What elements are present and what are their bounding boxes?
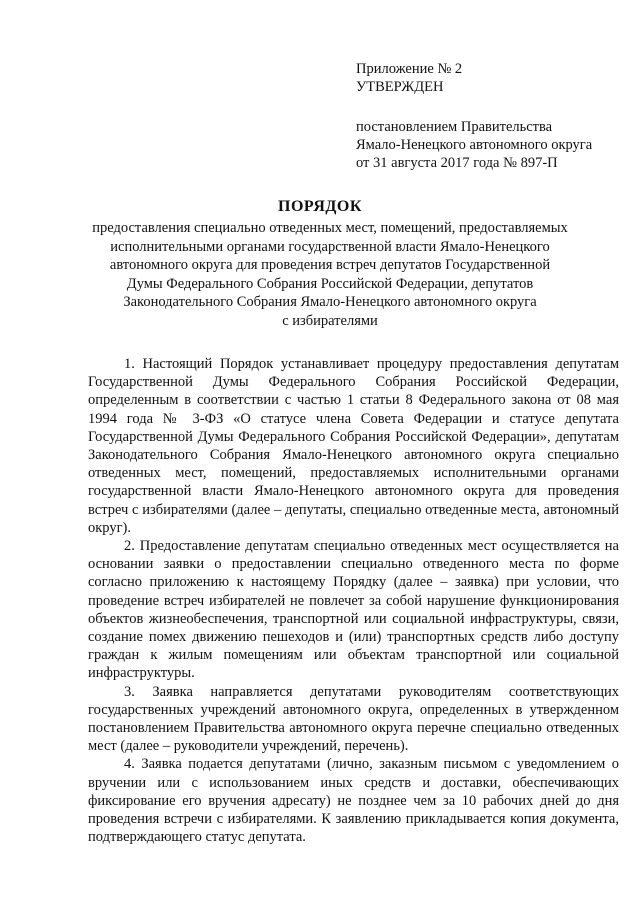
subtitle-line: Законодательного Собрания Ямало-Ненецкого автономного округа [123,294,537,311]
approval-line-3: от 31 августа 2017 года № 897-П [356,155,558,171]
paragraph-4: 4. Заявка подается депутатами (лично, заказным письмом с уведомлением о вручении или с использованием иных средств и доставки, обеспечивающих фиксирование его вручения адресату) не позднее чем за 10 рабочих дней до дня проведения встречи с избирателями. К заявлению прикладывается копия документа, подтверждающего статус депутата. [88,756,619,846]
paragraph-1: 1. Настоящий Порядок устанавливает процедуру предоставления депутатам Государственной Думы Федерального Собрания Российской Федерации, определенным в соответствии с частью 1 статьи 8 Федерального закона от 08 мая 1994 года № 3-ФЗ «О статусе члена Совета Федерации и статусе депутата Государственной Думы Федерального Собрания Российской Федерации», депутатам Законодательного Собрания Ямало-Ненецкого автономного округа специально отведенных мест, помещений, предоставляемых исполнительными органами государственной власти Ямало-Ненецкого автономного округа для проведения встреч с избирателями (далее – депутаты, специально отведенные места, автономный округ). [88,356,619,536]
subtitle-line: предоставления специально отведенных мест, помещений, предоставляемых [92,220,568,236]
paragraph-3: 3. Заявка направляется депутатами руководителям соответствующих государственных учреждений автономного округа, определенных в утвержденном постановлением Правительства автономного округа перечне специально отведенных мест (далее – руководители учреждений, перечень). [88,683,619,755]
approved-label: УТВЕРЖДЕН [356,79,444,95]
paragraph-2: 2. Предоставление депутатам специально отведенных мест осуществляется на основании заявки о предоставлении специально отведенного места по форме согласно приложению к настоящему Порядку (далее – заявка) при условии, что проведение встреч избирателей не повлечет за собой нарушение функционирования объектов жизнеобеспечения, транспортной или социальной инфраструктуры, связи, создание помех движению пешеходов и (или) транспортных средств либо доступу граждан к жилым помещениям или объектам транспортной или социальной инфраструктуры. [88,538,619,682]
approval-block [356,60,626,172]
document-subtitle [70,219,590,331]
approval-line-2: Ямало-Ненецкого автономного округа [356,137,593,153]
appendix-label: Приложение № 2 [356,61,463,77]
subtitle-line: Думы Федерального Собрания Российской Федерации, депутатов [126,275,534,292]
subtitle-line: с избирателями [282,312,378,329]
subtitle-line: исполнительными органами государственной власти Ямало-Ненецкого [110,238,550,255]
approval-line-1: постановлением Правительства [356,119,553,135]
document-title: ПОРЯДОК [278,198,362,215]
subtitle-line: автономного округа для проведения встреч депутатов Государственной [109,257,551,274]
document-body [88,355,619,846]
